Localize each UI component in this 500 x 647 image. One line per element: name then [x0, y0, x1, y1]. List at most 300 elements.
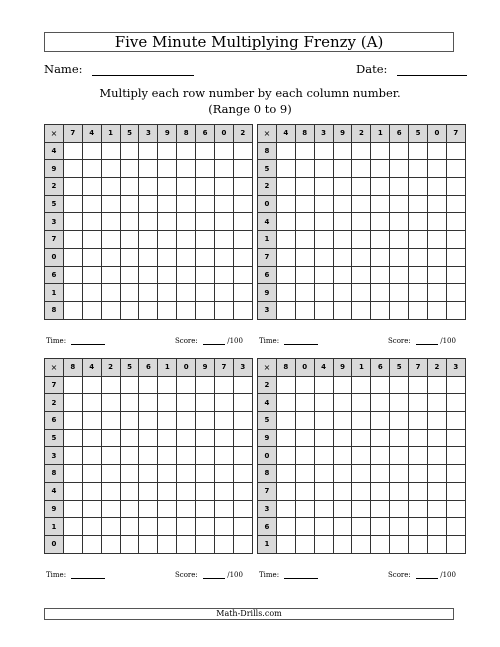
- answer-cell[interactable]: [276, 231, 295, 249]
- answer-cell[interactable]: [82, 394, 101, 412]
- answer-cell[interactable]: [446, 518, 465, 536]
- answer-cell[interactable]: [101, 248, 120, 266]
- answer-cell[interactable]: [333, 500, 352, 518]
- answer-cell[interactable]: [446, 142, 465, 160]
- answer-cell[interactable]: [276, 500, 295, 518]
- answer-cell[interactable]: [196, 284, 215, 302]
- answer-cell[interactable]: [82, 447, 101, 465]
- answer-cell[interactable]: [63, 447, 82, 465]
- answer-cell[interactable]: [446, 178, 465, 196]
- answer-cell[interactable]: [82, 500, 101, 518]
- answer-cell[interactable]: [446, 248, 465, 266]
- answer-cell[interactable]: [276, 248, 295, 266]
- answer-cell[interactable]: [82, 213, 101, 231]
- answer-cell[interactable]: [177, 301, 196, 319]
- answer-cell[interactable]: [101, 429, 120, 447]
- answer-cell[interactable]: [158, 195, 177, 213]
- answer-cell[interactable]: [314, 447, 333, 465]
- answer-cell[interactable]: [409, 284, 428, 302]
- answer-cell[interactable]: [63, 482, 82, 500]
- answer-cell[interactable]: [314, 231, 333, 249]
- answer-cell[interactable]: [352, 160, 371, 178]
- answer-cell[interactable]: [333, 266, 352, 284]
- answer-cell[interactable]: [196, 178, 215, 196]
- answer-cell[interactable]: [390, 195, 409, 213]
- answer-cell[interactable]: [196, 394, 215, 412]
- answer-cell[interactable]: [215, 394, 234, 412]
- answer-cell[interactable]: [233, 178, 252, 196]
- answer-cell[interactable]: [139, 447, 158, 465]
- answer-cell[interactable]: [352, 248, 371, 266]
- answer-cell[interactable]: [371, 394, 390, 412]
- answer-cell[interactable]: [371, 160, 390, 178]
- answer-cell[interactable]: [295, 178, 314, 196]
- answer-cell[interactable]: [428, 482, 447, 500]
- answer-cell[interactable]: [63, 429, 82, 447]
- answer-cell[interactable]: [295, 284, 314, 302]
- answer-cell[interactable]: [215, 412, 234, 430]
- answer-cell[interactable]: [333, 429, 352, 447]
- answer-cell[interactable]: [101, 447, 120, 465]
- answer-cell[interactable]: [390, 429, 409, 447]
- answer-cell[interactable]: [352, 500, 371, 518]
- answer-cell[interactable]: [82, 142, 101, 160]
- answer-cell[interactable]: [158, 429, 177, 447]
- answer-cell[interactable]: [101, 284, 120, 302]
- answer-cell[interactable]: [233, 213, 252, 231]
- answer-cell[interactable]: [139, 142, 158, 160]
- answer-cell[interactable]: [177, 482, 196, 500]
- answer-cell[interactable]: [371, 301, 390, 319]
- answer-cell[interactable]: [158, 465, 177, 483]
- answer-cell[interactable]: [409, 142, 428, 160]
- answer-cell[interactable]: [428, 447, 447, 465]
- answer-cell[interactable]: [352, 195, 371, 213]
- answer-cell[interactable]: [352, 394, 371, 412]
- answer-cell[interactable]: [215, 213, 234, 231]
- answer-cell[interactable]: [352, 301, 371, 319]
- answer-cell[interactable]: [409, 160, 428, 178]
- answer-cell[interactable]: [101, 376, 120, 394]
- answer-cell[interactable]: [371, 213, 390, 231]
- answer-cell[interactable]: [428, 195, 447, 213]
- answer-cell[interactable]: [196, 142, 215, 160]
- answer-cell[interactable]: [101, 195, 120, 213]
- answer-cell[interactable]: [295, 482, 314, 500]
- answer-cell[interactable]: [409, 213, 428, 231]
- answer-cell[interactable]: [215, 500, 234, 518]
- answer-cell[interactable]: [276, 447, 295, 465]
- answer-cell[interactable]: [196, 429, 215, 447]
- answer-cell[interactable]: [233, 482, 252, 500]
- answer-cell[interactable]: [63, 412, 82, 430]
- answer-cell[interactable]: [139, 178, 158, 196]
- answer-cell[interactable]: [333, 301, 352, 319]
- answer-cell[interactable]: [158, 376, 177, 394]
- answer-cell[interactable]: [158, 213, 177, 231]
- answer-cell[interactable]: [295, 195, 314, 213]
- answer-cell[interactable]: [196, 518, 215, 536]
- answer-cell[interactable]: [82, 266, 101, 284]
- answer-cell[interactable]: [177, 429, 196, 447]
- answer-cell[interactable]: [428, 213, 447, 231]
- answer-cell[interactable]: [196, 482, 215, 500]
- answer-cell[interactable]: [63, 248, 82, 266]
- answer-cell[interactable]: [101, 178, 120, 196]
- answer-cell[interactable]: [63, 376, 82, 394]
- answer-cell[interactable]: [82, 465, 101, 483]
- answer-cell[interactable]: [63, 284, 82, 302]
- answer-cell[interactable]: [295, 266, 314, 284]
- answer-cell[interactable]: [82, 429, 101, 447]
- answer-cell[interactable]: [196, 376, 215, 394]
- answer-cell[interactable]: [333, 142, 352, 160]
- answer-cell[interactable]: [196, 465, 215, 483]
- answer-cell[interactable]: [82, 518, 101, 536]
- answer-cell[interactable]: [215, 535, 234, 553]
- answer-cell[interactable]: [276, 376, 295, 394]
- answer-cell[interactable]: [333, 213, 352, 231]
- answer-cell[interactable]: [82, 412, 101, 430]
- answer-cell[interactable]: [446, 160, 465, 178]
- answer-cell[interactable]: [215, 482, 234, 500]
- answer-cell[interactable]: [101, 465, 120, 483]
- answer-cell[interactable]: [276, 195, 295, 213]
- answer-cell[interactable]: [409, 447, 428, 465]
- answer-cell[interactable]: [295, 412, 314, 430]
- answer-cell[interactable]: [333, 412, 352, 430]
- answer-cell[interactable]: [371, 465, 390, 483]
- answer-cell[interactable]: [63, 160, 82, 178]
- answer-cell[interactable]: [276, 429, 295, 447]
- answer-cell[interactable]: [139, 465, 158, 483]
- answer-cell[interactable]: [409, 394, 428, 412]
- answer-cell[interactable]: [120, 284, 139, 302]
- answer-cell[interactable]: [215, 376, 234, 394]
- answer-cell[interactable]: [446, 447, 465, 465]
- answer-cell[interactable]: [139, 213, 158, 231]
- answer-cell[interactable]: [233, 231, 252, 249]
- answer-cell[interactable]: [158, 412, 177, 430]
- answer-cell[interactable]: [276, 301, 295, 319]
- answer-cell[interactable]: [177, 535, 196, 553]
- answer-cell[interactable]: [177, 178, 196, 196]
- answer-cell[interactable]: [177, 518, 196, 536]
- answer-cell[interactable]: [352, 213, 371, 231]
- answer-cell[interactable]: [82, 160, 101, 178]
- answer-cell[interactable]: [446, 195, 465, 213]
- answer-cell[interactable]: [177, 394, 196, 412]
- answer-cell[interactable]: [82, 376, 101, 394]
- answer-cell[interactable]: [101, 142, 120, 160]
- answer-cell[interactable]: [196, 266, 215, 284]
- answer-cell[interactable]: [177, 284, 196, 302]
- answer-cell[interactable]: [371, 266, 390, 284]
- answer-cell[interactable]: [82, 195, 101, 213]
- answer-cell[interactable]: [333, 160, 352, 178]
- answer-cell[interactable]: [215, 429, 234, 447]
- answer-cell[interactable]: [446, 231, 465, 249]
- answer-cell[interactable]: [196, 447, 215, 465]
- answer-cell[interactable]: [428, 518, 447, 536]
- answer-cell[interactable]: [371, 412, 390, 430]
- answer-cell[interactable]: [333, 465, 352, 483]
- answer-cell[interactable]: [390, 213, 409, 231]
- answer-cell[interactable]: [295, 394, 314, 412]
- answer-cell[interactable]: [276, 142, 295, 160]
- answer-cell[interactable]: [409, 301, 428, 319]
- answer-cell[interactable]: [371, 447, 390, 465]
- answer-cell[interactable]: [352, 266, 371, 284]
- answer-cell[interactable]: [409, 195, 428, 213]
- answer-cell[interactable]: [446, 465, 465, 483]
- answer-cell[interactable]: [63, 213, 82, 231]
- answer-cell[interactable]: [295, 248, 314, 266]
- answer-cell[interactable]: [139, 160, 158, 178]
- answer-cell[interactable]: [295, 160, 314, 178]
- answer-cell[interactable]: [295, 231, 314, 249]
- answer-cell[interactable]: [333, 447, 352, 465]
- answer-cell[interactable]: [158, 482, 177, 500]
- answer-cell[interactable]: [139, 284, 158, 302]
- answer-cell[interactable]: [409, 376, 428, 394]
- answer-cell[interactable]: [158, 266, 177, 284]
- answer-cell[interactable]: [314, 213, 333, 231]
- answer-cell[interactable]: [428, 142, 447, 160]
- answer-cell[interactable]: [390, 284, 409, 302]
- answer-cell[interactable]: [158, 535, 177, 553]
- answer-cell[interactable]: [101, 535, 120, 553]
- answer-cell[interactable]: [196, 195, 215, 213]
- answer-cell[interactable]: [63, 142, 82, 160]
- answer-cell[interactable]: [139, 231, 158, 249]
- answer-cell[interactable]: [371, 195, 390, 213]
- answer-cell[interactable]: [314, 465, 333, 483]
- answer-cell[interactable]: [295, 465, 314, 483]
- answer-cell[interactable]: [63, 518, 82, 536]
- answer-cell[interactable]: [314, 482, 333, 500]
- answer-cell[interactable]: [158, 178, 177, 196]
- answer-cell[interactable]: [352, 178, 371, 196]
- answer-cell[interactable]: [428, 178, 447, 196]
- answer-cell[interactable]: [314, 248, 333, 266]
- answer-cell[interactable]: [177, 213, 196, 231]
- answer-cell[interactable]: [314, 376, 333, 394]
- answer-cell[interactable]: [139, 376, 158, 394]
- answer-cell[interactable]: [333, 248, 352, 266]
- answer-cell[interactable]: [333, 518, 352, 536]
- answer-cell[interactable]: [120, 301, 139, 319]
- answer-cell[interactable]: [120, 394, 139, 412]
- answer-cell[interactable]: [295, 142, 314, 160]
- answer-cell[interactable]: [446, 500, 465, 518]
- answer-cell[interactable]: [215, 178, 234, 196]
- answer-cell[interactable]: [352, 284, 371, 302]
- answer-cell[interactable]: [295, 535, 314, 553]
- answer-cell[interactable]: [139, 266, 158, 284]
- answer-cell[interactable]: [371, 500, 390, 518]
- answer-cell[interactable]: [63, 535, 82, 553]
- answer-cell[interactable]: [177, 376, 196, 394]
- answer-cell[interactable]: [333, 284, 352, 302]
- answer-cell[interactable]: [215, 142, 234, 160]
- answer-cell[interactable]: [371, 429, 390, 447]
- answer-cell[interactable]: [177, 447, 196, 465]
- answer-cell[interactable]: [428, 465, 447, 483]
- answer-cell[interactable]: [233, 142, 252, 160]
- answer-cell[interactable]: [295, 447, 314, 465]
- answer-cell[interactable]: [82, 535, 101, 553]
- answer-cell[interactable]: [233, 465, 252, 483]
- answer-cell[interactable]: [428, 266, 447, 284]
- answer-cell[interactable]: [446, 429, 465, 447]
- answer-cell[interactable]: [314, 266, 333, 284]
- answer-cell[interactable]: [158, 447, 177, 465]
- answer-cell[interactable]: [371, 284, 390, 302]
- answer-cell[interactable]: [196, 213, 215, 231]
- answer-cell[interactable]: [158, 231, 177, 249]
- answer-cell[interactable]: [215, 160, 234, 178]
- answer-cell[interactable]: [390, 394, 409, 412]
- answer-cell[interactable]: [428, 535, 447, 553]
- answer-cell[interactable]: [139, 535, 158, 553]
- answer-cell[interactable]: [120, 535, 139, 553]
- answer-cell[interactable]: [446, 535, 465, 553]
- answer-cell[interactable]: [390, 142, 409, 160]
- answer-cell[interactable]: [63, 195, 82, 213]
- answer-cell[interactable]: [196, 301, 215, 319]
- answer-cell[interactable]: [139, 394, 158, 412]
- answer-cell[interactable]: [295, 301, 314, 319]
- answer-cell[interactable]: [196, 231, 215, 249]
- answer-cell[interactable]: [409, 178, 428, 196]
- answer-cell[interactable]: [177, 465, 196, 483]
- answer-cell[interactable]: [101, 482, 120, 500]
- answer-cell[interactable]: [120, 518, 139, 536]
- answer-cell[interactable]: [101, 500, 120, 518]
- answer-cell[interactable]: [276, 518, 295, 536]
- answer-cell[interactable]: [371, 178, 390, 196]
- answer-cell[interactable]: [101, 394, 120, 412]
- answer-cell[interactable]: [139, 301, 158, 319]
- answer-cell[interactable]: [371, 482, 390, 500]
- answer-cell[interactable]: [314, 412, 333, 430]
- answer-cell[interactable]: [63, 266, 82, 284]
- answer-cell[interactable]: [371, 142, 390, 160]
- answer-cell[interactable]: [390, 231, 409, 249]
- answer-cell[interactable]: [233, 284, 252, 302]
- answer-cell[interactable]: [120, 178, 139, 196]
- answer-cell[interactable]: [390, 160, 409, 178]
- answer-cell[interactable]: [196, 412, 215, 430]
- answer-cell[interactable]: [101, 266, 120, 284]
- answer-cell[interactable]: [177, 266, 196, 284]
- answer-cell[interactable]: [446, 394, 465, 412]
- answer-cell[interactable]: [120, 376, 139, 394]
- answer-cell[interactable]: [295, 500, 314, 518]
- answer-cell[interactable]: [276, 535, 295, 553]
- answer-cell[interactable]: [314, 195, 333, 213]
- answer-cell[interactable]: [101, 412, 120, 430]
- answer-cell[interactable]: [215, 301, 234, 319]
- answer-cell[interactable]: [446, 213, 465, 231]
- answer-cell[interactable]: [409, 500, 428, 518]
- answer-cell[interactable]: [428, 231, 447, 249]
- answer-cell[interactable]: [82, 231, 101, 249]
- answer-cell[interactable]: [82, 284, 101, 302]
- answer-cell[interactable]: [314, 500, 333, 518]
- answer-cell[interactable]: [233, 500, 252, 518]
- answer-cell[interactable]: [371, 376, 390, 394]
- answer-cell[interactable]: [428, 301, 447, 319]
- answer-cell[interactable]: [158, 142, 177, 160]
- answer-cell[interactable]: [333, 178, 352, 196]
- answer-cell[interactable]: [446, 412, 465, 430]
- answer-cell[interactable]: [409, 482, 428, 500]
- answer-cell[interactable]: [120, 142, 139, 160]
- answer-cell[interactable]: [352, 482, 371, 500]
- answer-cell[interactable]: [139, 248, 158, 266]
- answer-cell[interactable]: [314, 284, 333, 302]
- answer-cell[interactable]: [158, 160, 177, 178]
- answer-cell[interactable]: [352, 465, 371, 483]
- answer-cell[interactable]: [177, 412, 196, 430]
- answer-cell[interactable]: [314, 178, 333, 196]
- answer-cell[interactable]: [371, 231, 390, 249]
- answer-cell[interactable]: [333, 376, 352, 394]
- answer-cell[interactable]: [446, 284, 465, 302]
- answer-cell[interactable]: [276, 394, 295, 412]
- answer-cell[interactable]: [428, 248, 447, 266]
- answer-cell[interactable]: [139, 429, 158, 447]
- answer-cell[interactable]: [196, 535, 215, 553]
- answer-cell[interactable]: [139, 195, 158, 213]
- answer-cell[interactable]: [352, 429, 371, 447]
- answer-cell[interactable]: [215, 266, 234, 284]
- answer-cell[interactable]: [196, 500, 215, 518]
- answer-cell[interactable]: [233, 394, 252, 412]
- answer-cell[interactable]: [177, 160, 196, 178]
- answer-cell[interactable]: [158, 301, 177, 319]
- answer-cell[interactable]: [409, 231, 428, 249]
- answer-cell[interactable]: [82, 178, 101, 196]
- answer-cell[interactable]: [120, 266, 139, 284]
- answer-cell[interactable]: [314, 160, 333, 178]
- answer-cell[interactable]: [352, 142, 371, 160]
- answer-cell[interactable]: [233, 376, 252, 394]
- answer-cell[interactable]: [120, 447, 139, 465]
- answer-cell[interactable]: [314, 429, 333, 447]
- answer-cell[interactable]: [139, 412, 158, 430]
- answer-cell[interactable]: [352, 376, 371, 394]
- answer-cell[interactable]: [428, 160, 447, 178]
- answer-cell[interactable]: [139, 482, 158, 500]
- answer-cell[interactable]: [446, 376, 465, 394]
- answer-cell[interactable]: [314, 394, 333, 412]
- answer-cell[interactable]: [215, 284, 234, 302]
- answer-cell[interactable]: [233, 248, 252, 266]
- answer-cell[interactable]: [276, 284, 295, 302]
- answer-cell[interactable]: [409, 535, 428, 553]
- answer-cell[interactable]: [139, 518, 158, 536]
- answer-cell[interactable]: [82, 248, 101, 266]
- answer-cell[interactable]: [139, 500, 158, 518]
- answer-cell[interactable]: [352, 518, 371, 536]
- answer-cell[interactable]: [63, 301, 82, 319]
- answer-cell[interactable]: [63, 500, 82, 518]
- answer-cell[interactable]: [233, 447, 252, 465]
- answer-cell[interactable]: [390, 447, 409, 465]
